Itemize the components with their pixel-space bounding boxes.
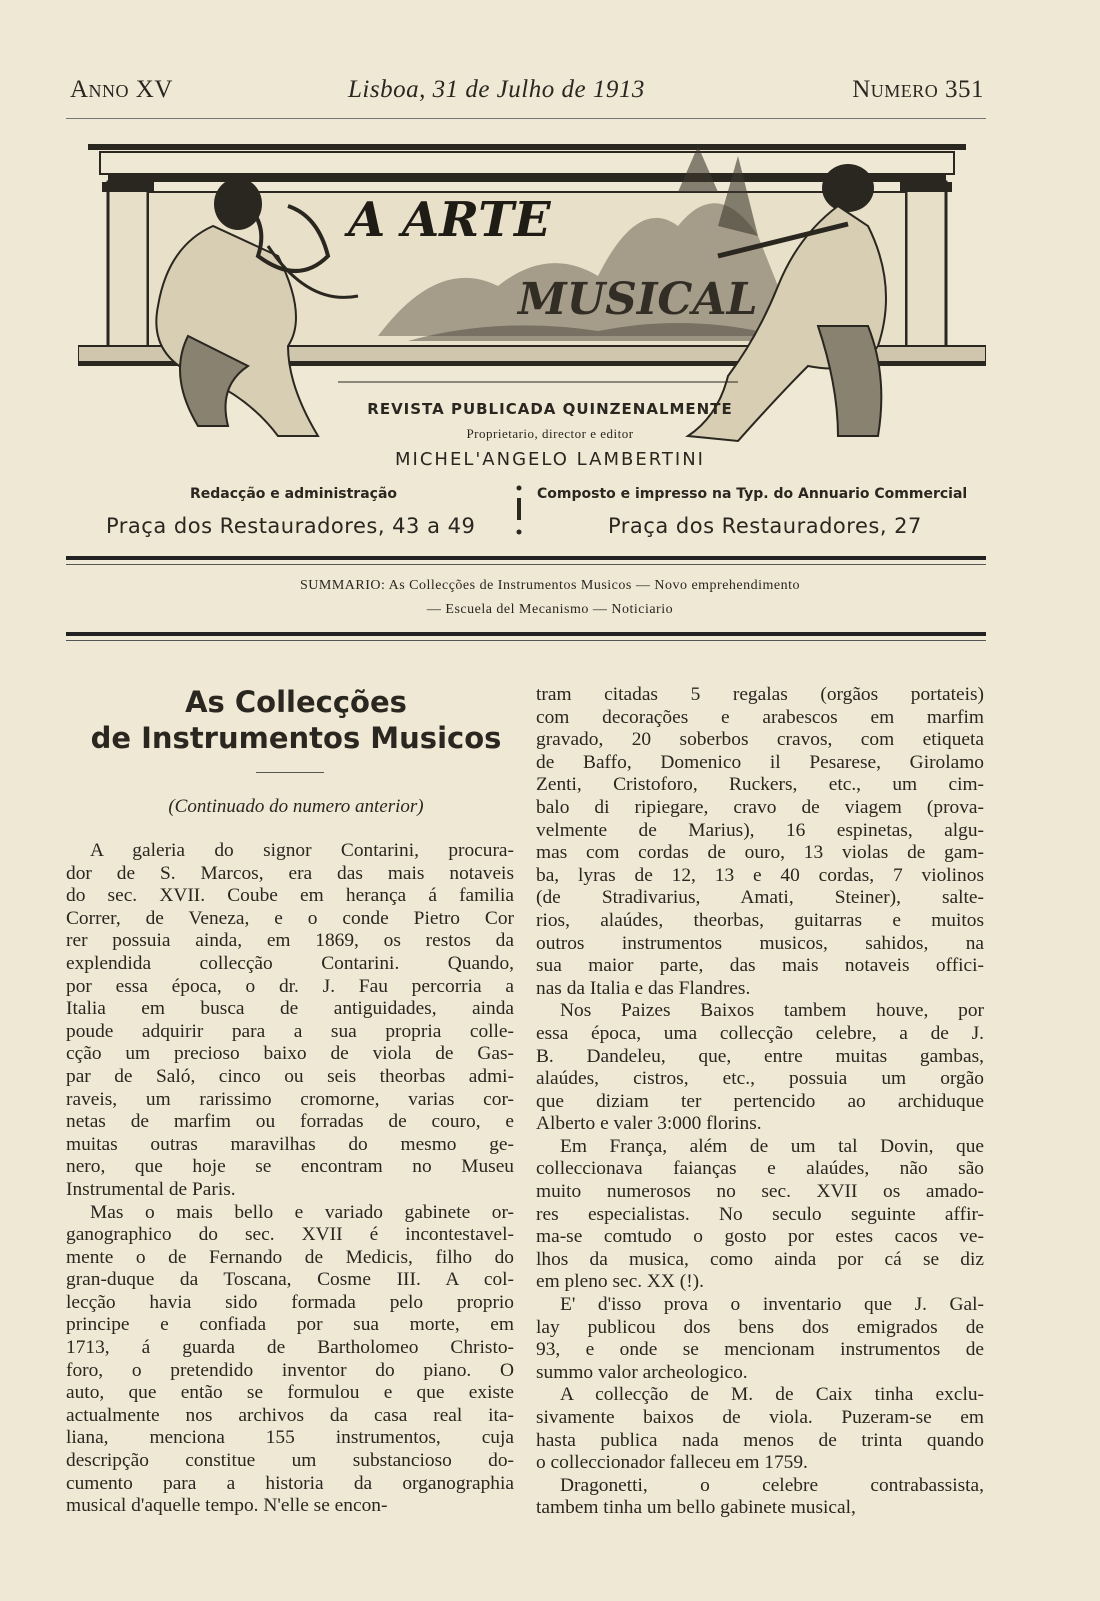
text-line: netas de marfim ou forradas de couro, e <box>66 1111 514 1133</box>
text-line: alaúdes, cistros, etc., possuia um orgão <box>536 1068 984 1090</box>
text-line: nas da Italia e das Flandres. <box>536 977 751 999</box>
redaccao-address: Praça dos Restauradores, 43 a 49 <box>106 514 476 538</box>
text-line: mente o de Fernando de Medicis, filho do <box>66 1246 514 1268</box>
text-line: gran-duque da Toscana, Cosme III. A col- <box>66 1269 514 1291</box>
text-line: nero, que hoje se encontram no Museu <box>66 1156 514 1178</box>
text-line: Nos Paizes Baixos tambem houve, por <box>560 1000 984 1022</box>
text-line: balo di ripiegare, cravo de viagem (prova- <box>536 796 984 818</box>
text-line: por essa época, o dr. J. Fau percorria a <box>66 975 514 997</box>
text-line: Alberto e valer 3:000 florins. <box>536 1113 762 1135</box>
text-line: sivamente baixos de viola. Puzeram-se em <box>536 1407 984 1428</box>
text-line: A galeria do signor Contarini, procura- <box>90 840 514 861</box>
masthead-subtitle: REVISTA PUBLICADA QUINZENALMENTE <box>367 400 733 418</box>
summary-line-1: SUMMARIO: As Collecções de Instrumentos Musicos — Novo emprehendimento <box>299 578 801 593</box>
text-line: 93, e onde se mencionam instrumentos de <box>536 1339 984 1361</box>
text-line: musical d'aquelle tempo. N'elle se encon- <box>66 1495 388 1517</box>
article-column-right <box>536 684 984 1520</box>
text-line: Zenti, Cristoforo, Ruckers, etc., um cim- <box>536 774 984 796</box>
text-line: que diziam ter pertencido ao archiduque <box>536 1090 984 1112</box>
text-line: principe e confiada por sua morte, em <box>66 1314 514 1336</box>
text-line: Italia em busca de antiguidades, ainda <box>66 998 514 1020</box>
text-line: Mas o mais bello e variado gabinete or- <box>90 1201 514 1223</box>
text-line: A collecção de M. de Caix tinha exclu- <box>560 1384 984 1406</box>
separator-ornament <box>514 484 524 540</box>
text-line: (de Stradivarius, Amati, Steiner), salte- <box>536 887 984 909</box>
text-line: tambem tinha um bello gabinete musical, <box>536 1497 856 1519</box>
volume-label: Anno XV <box>70 76 173 103</box>
text-line: cumento para a historia da organographia <box>66 1472 514 1494</box>
text-line: colleccionava faianças e alaúdes, não são <box>536 1158 984 1180</box>
text-line: lhos da musica, como ainda por cá se diz <box>536 1248 984 1270</box>
impressao-address: Praça dos Restauradores, 27 <box>608 514 922 538</box>
impressao-label: Composto e impresso na Typ. do Annuario Commercial <box>537 486 968 502</box>
text-line: 1713, á guarda de Bartholomeo Christo- <box>66 1337 514 1359</box>
text-line: velmente de Marius), 16 espinetas, algu- <box>536 819 984 841</box>
text-line: liana, menciona 155 instrumentos, cuja <box>66 1427 514 1449</box>
header-rule <box>66 118 986 119</box>
title-rule <box>256 772 324 773</box>
text-line: cção um precioso baixo de viola de Gas- <box>66 1043 514 1065</box>
text-line: Dragonetti, o celebre contrabassista, <box>560 1474 984 1496</box>
text-line: par de Saló, cinco ou seis theorbas admi- <box>66 1065 514 1087</box>
text-line: lay publicou dos bens dos emigrados de <box>536 1316 984 1338</box>
article-column-left <box>66 840 514 1518</box>
text-line: ma-se comtudo o gosto por estes cacos ve- <box>536 1226 984 1248</box>
text-line: descripção constitue um substancioso do- <box>66 1450 514 1472</box>
text-line: hasta publica nada menos de trinta quando <box>536 1429 984 1451</box>
text-line: muitas outras maravilhas do mesmo ge- <box>66 1133 514 1155</box>
text-line: tram citadas 5 regalas (orgãos portateis) <box>536 684 984 705</box>
text-line: gravado, 20 soberbos cravos, com etiqueta <box>536 729 984 751</box>
text-line: B. Dandeleu, que, entre muitas gambas, <box>536 1045 984 1067</box>
text-line: ganographico do sec. XVII é incontestavel- <box>66 1224 514 1246</box>
text-line: explendida collecção Contarini. Quando, <box>66 952 514 974</box>
text-line: sua maior parte, das mais notaveis offici- <box>536 955 984 977</box>
text-line: em pleno sec. XX (!). <box>536 1271 704 1293</box>
text-line: mas com cordas de ouro, 13 violas de gam- <box>536 842 984 864</box>
text-line: do sec. XVII. Coube em herança á familia <box>66 885 514 907</box>
article-title-line-2: de Instrumentos Musicos <box>90 721 502 755</box>
text-line: rer possuia ainda, em 1869, os restos da <box>66 930 514 952</box>
text-line: Instrumental de Paris. <box>66 1178 236 1200</box>
masthead-editor: MICHEL'ANGELO LAMBERTINI <box>395 449 705 470</box>
summary-line-2: — Escuela del Mecanismo — Noticiario <box>426 602 674 617</box>
text-line: com decorações e arabescos em marfim <box>536 706 984 728</box>
dateline: Lisboa, 31 de Julho de 1913 <box>348 76 645 103</box>
article-title-line-1: As Collecções <box>185 685 407 719</box>
text-line: raveis, um rarissimo cromorne, varias cor- <box>66 1088 514 1110</box>
text-line: poude adquirir para a sua propria colle- <box>66 1020 514 1042</box>
svg-text:MUSICAL: MUSICAL <box>518 274 758 325</box>
text-line: foro, o pretendido inventor do piano. O <box>66 1359 514 1381</box>
text-line: Em França, além de um tal Dovin, que <box>560 1135 984 1157</box>
masthead-proprietor: Proprietario, director e editor <box>466 426 634 441</box>
text-line: res especialistas. No seculo seguinte affir- <box>536 1203 984 1225</box>
text-line: auto, que então se formulou e que existe <box>66 1382 514 1404</box>
text-line: actualmente nos archivos da casa real ita- <box>66 1404 514 1426</box>
svg-text:A ARTE: A ARTE <box>348 192 551 248</box>
text-line: outros instrumentos musicos, sahidos, na <box>536 932 984 954</box>
text-line: summo valor archeologico. <box>536 1361 748 1383</box>
text-line: Correr, de Veneza, e o conde Pietro Cor <box>66 907 514 929</box>
rule-below-summary <box>66 632 986 636</box>
issue-number: Numero 351 <box>852 76 984 103</box>
text-line: E' d'isso prova o inventario que J. Gal- <box>560 1294 984 1316</box>
text-line: lecção havia sido formada pelo proprio <box>66 1291 514 1313</box>
text-line: de Baffo, Domenico il Pesarese, Girolamo <box>536 751 984 773</box>
text-line: muito numerosos no sec. XVII os amado- <box>536 1181 984 1203</box>
text-line: o colleccionador falleceu em 1759. <box>536 1452 808 1474</box>
text-line: essa época, uma collecção celebre, a de J. <box>536 1022 984 1044</box>
running-header <box>66 76 984 110</box>
rule-above-summary <box>66 556 986 560</box>
text-line: ba, lyras de 12, 13 e 40 cordas, 7 violinos <box>536 864 984 886</box>
continued-note: (Continuado do numero anterior) <box>168 796 424 817</box>
text-line: dor de S. Marcos, era das mais notaveis <box>66 862 514 884</box>
text-line: rios, alaúdes, theorbas, guitarras e muitos <box>536 909 984 931</box>
redaccao-label: Redacção e administração <box>190 486 398 502</box>
